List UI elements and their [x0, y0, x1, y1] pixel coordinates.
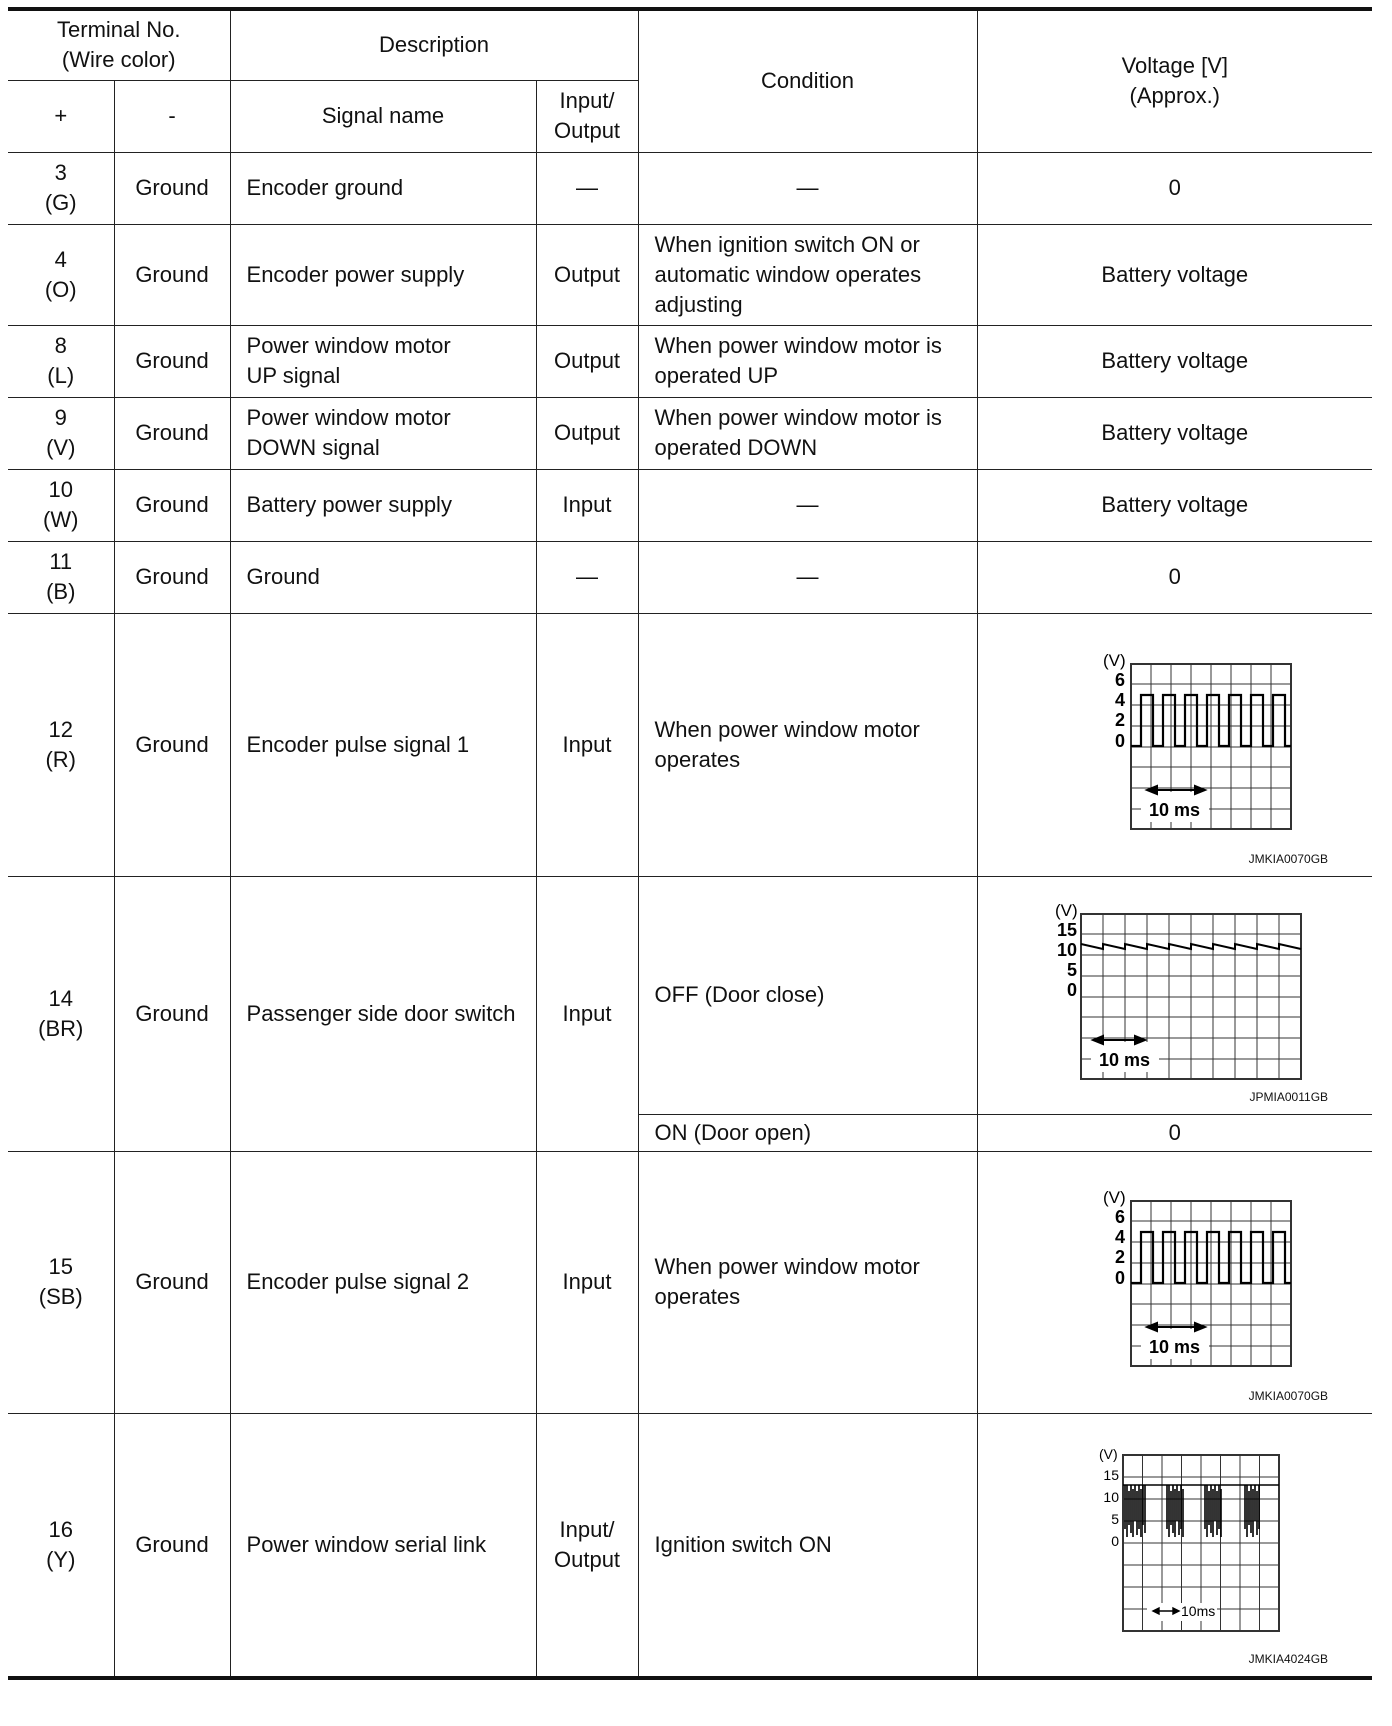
voltage-cell: Battery voltage — [977, 325, 1372, 397]
terminal-cell: 10 (W) — [8, 469, 114, 541]
condition-cell: Ignition switch ON — [638, 1413, 977, 1678]
table-row — [8, 397, 1372, 469]
condition-cell: When power window motor operates — [638, 1151, 977, 1413]
ground-cell: Ground — [114, 613, 230, 876]
table-row — [8, 613, 1372, 876]
table-row — [8, 1151, 1372, 1413]
waveform-unit-label: (V) — [1098, 1445, 1118, 1462]
signal-cell: Encoder pulse signal 1 — [230, 613, 536, 876]
condition-cell: OFF (Door close) — [638, 876, 977, 1114]
voltage-cell: 0 — [977, 541, 1372, 613]
header-input-output: Input/ Output — [536, 80, 638, 152]
voltage-cell: Battery voltage — [977, 397, 1372, 469]
header-voltage: Voltage [V] (Approx.) — [977, 9, 1372, 152]
io-cell: Input — [536, 876, 638, 1151]
voltage-waveform-cell — [977, 1413, 1372, 1678]
time-scale-label: 10 ms — [1098, 1050, 1150, 1070]
condition-cell: — — [638, 541, 977, 613]
io-cell: Input — [536, 469, 638, 541]
condition-cell: When power window motor operates — [638, 613, 977, 876]
voltage-waveform-cell — [977, 876, 1372, 1114]
signal-cell: Passenger side door switch — [230, 876, 536, 1151]
encoder-pulse-waveform-1 — [1045, 650, 1305, 840]
y-tick-label: 15 — [1103, 1466, 1119, 1483]
y-tick-label: 4 — [1114, 1227, 1125, 1247]
signal-cell: Power window motor UP signal — [230, 325, 536, 397]
waveform-unit-label: (V) — [1102, 1188, 1126, 1207]
io-cell: Output — [536, 224, 638, 325]
voltage-cell: 0 — [977, 1114, 1372, 1151]
ground-cell: Ground — [114, 224, 230, 325]
header-condition: Condition — [638, 9, 977, 152]
signal-cell: Ground — [230, 541, 536, 613]
voltage-cell: 0 — [977, 152, 1372, 224]
y-tick-label: 5 — [1066, 960, 1077, 980]
ground-cell: Ground — [114, 469, 230, 541]
io-cell: Output — [536, 325, 638, 397]
y-tick-label: 6 — [1114, 669, 1125, 690]
terminal-cell: 12 (R) — [8, 613, 114, 876]
signal-cell: Encoder power supply — [230, 224, 536, 325]
figure-id: JMKIA4024GB — [1248, 1652, 1329, 1666]
io-cell: — — [536, 152, 638, 224]
y-tick-label: 5 — [1110, 1510, 1119, 1527]
table-row — [8, 325, 1372, 397]
voltage-cell: Battery voltage — [977, 469, 1372, 541]
condition-cell: — — [638, 152, 977, 224]
time-scale-label: 10 ms — [1148, 799, 1200, 820]
figure-id: JPMIA0011GB — [1249, 1089, 1329, 1104]
door-switch-waveform — [1035, 900, 1315, 1090]
signal-cell: Power window motor DOWN signal — [230, 397, 536, 469]
ground-cell: Ground — [114, 1151, 230, 1413]
signal-cell: Encoder pulse signal 2 — [230, 1151, 536, 1413]
ground-cell: Ground — [114, 325, 230, 397]
ground-cell: Ground — [114, 876, 230, 1151]
voltage-waveform-cell — [977, 1151, 1372, 1413]
terminal-cell: 15 (SB) — [8, 1151, 114, 1413]
ground-cell: Ground — [114, 541, 230, 613]
header-minus: - — [114, 80, 230, 152]
terminal-cell: 8 (L) — [8, 325, 114, 397]
terminal-table — [8, 7, 1372, 1680]
waveform-unit-label: (V) — [1102, 650, 1126, 670]
io-cell: Output — [536, 397, 638, 469]
condition-cell: When power window motor is operated DOWN — [638, 397, 977, 469]
header-terminal-no: Terminal No. (Wire color) — [8, 9, 230, 80]
ground-cell: Ground — [114, 152, 230, 224]
serial-link-waveform — [1055, 1445, 1295, 1645]
y-tick-label: 0 — [1066, 980, 1077, 1000]
condition-cell: When ignition switch ON or automatic window operates adjusting — [638, 224, 977, 325]
header-signal-name: Signal name — [230, 80, 536, 152]
header-description: Description — [230, 9, 638, 80]
signal-cell: Power window serial link — [230, 1413, 536, 1678]
figure-id: JMKIA0070GB — [1248, 851, 1329, 866]
io-cell: Input — [536, 613, 638, 876]
voltage-cell: Battery voltage — [977, 224, 1372, 325]
terminal-cell: 11 (B) — [8, 541, 114, 613]
y-tick-label: 6 — [1114, 1207, 1125, 1227]
header-plus: + — [8, 80, 114, 152]
voltage-waveform-cell — [977, 613, 1372, 876]
terminal-cell: 3 (G) — [8, 152, 114, 224]
condition-cell: ON (Door open) — [638, 1114, 977, 1151]
ground-cell: Ground — [114, 1413, 230, 1678]
waveform-unit-label: (V) — [1054, 901, 1078, 920]
table-row — [8, 876, 1372, 1114]
encoder-pulse-waveform-2 — [1045, 1187, 1305, 1377]
time-scale-label: 10 ms — [1148, 1337, 1200, 1357]
io-cell: — — [536, 541, 638, 613]
y-tick-label: 10 — [1056, 940, 1077, 960]
table-row — [8, 1413, 1372, 1678]
terminal-cell: 14 (BR) — [8, 876, 114, 1151]
condition-cell: When power window motor is operated UP — [638, 325, 977, 397]
time-scale-label: 10ms — [1180, 1602, 1216, 1619]
table-row — [8, 469, 1372, 541]
y-tick-label: 2 — [1114, 1247, 1125, 1267]
signal-cell: Battery power supply — [230, 469, 536, 541]
y-tick-label: 15 — [1056, 920, 1077, 940]
ground-cell: Ground — [114, 397, 230, 469]
table-row — [8, 224, 1372, 325]
y-tick-label: 4 — [1114, 689, 1125, 710]
y-tick-label: 0 — [1114, 1268, 1125, 1288]
condition-cell: — — [638, 469, 977, 541]
io-cell: Input/ Output — [536, 1413, 638, 1678]
terminal-cell: 9 (V) — [8, 397, 114, 469]
y-tick-label: 0 — [1114, 730, 1125, 751]
terminal-cell: 4 (O) — [8, 224, 114, 325]
terminal-cell: 16 (Y) — [8, 1413, 114, 1678]
y-tick-label: 10 — [1103, 1488, 1119, 1505]
y-tick-label: 2 — [1114, 709, 1125, 730]
table-row — [8, 152, 1372, 224]
table-row — [8, 541, 1372, 613]
y-tick-label: 0 — [1110, 1532, 1119, 1549]
io-cell: Input — [536, 1151, 638, 1413]
figure-id: JMKIA0070GB — [1248, 1388, 1329, 1403]
signal-cell: Encoder ground — [230, 152, 536, 224]
